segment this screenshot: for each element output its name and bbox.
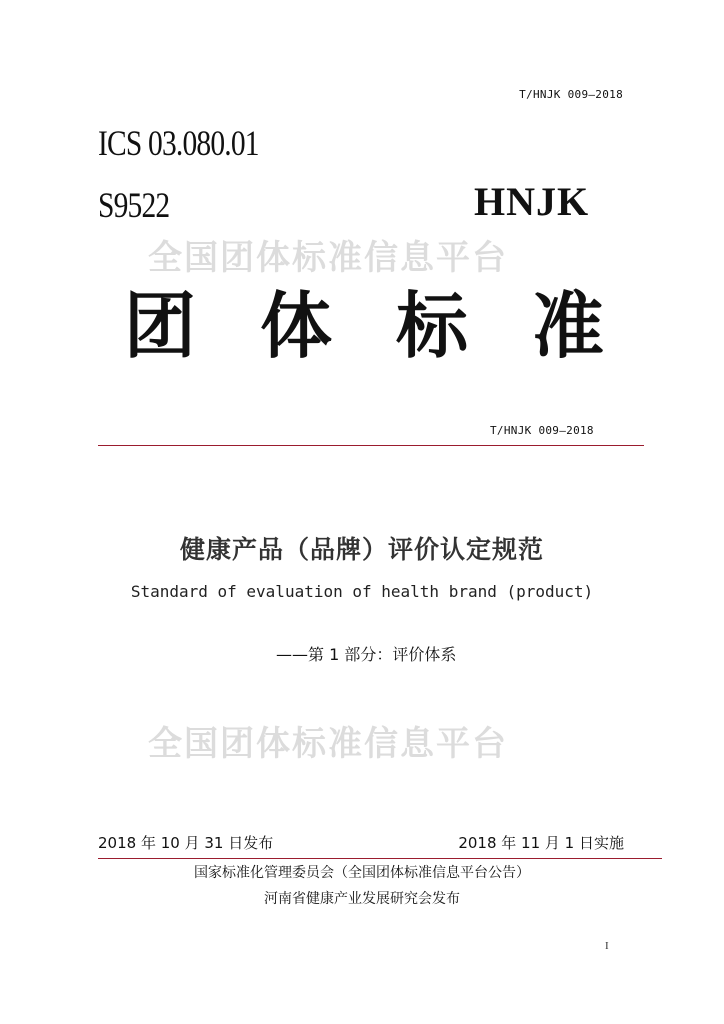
ccs-code: S9522	[98, 185, 170, 225]
divider-bottom	[98, 858, 662, 859]
page-number: I	[605, 940, 609, 952]
top-standard-number: T/HNJK 009—2018	[519, 88, 623, 101]
doc-type-char-3: 标	[395, 284, 468, 368]
document-type-title	[124, 284, 604, 368]
implementation-date: 2018 年 11 月 1 日实施	[458, 834, 624, 852]
divider-top	[98, 445, 644, 446]
organization-logo: HNJK	[474, 179, 590, 224]
ics-code: ICS 03.080.01	[98, 123, 259, 163]
mid-standard-number: T/HNJK 009—2018	[490, 424, 594, 437]
issuer-line-2: 河南省健康产业发展研究会发布	[264, 891, 460, 907]
watermark-top: 全国团体标准信息平台	[148, 238, 508, 278]
title-english: Standard of evaluation of health brand (product)	[130, 582, 594, 601]
part-subtitle: ——第 1 部分：评价体系	[276, 645, 457, 664]
doc-type-char-2: 体	[259, 284, 332, 368]
publish-date: 2018 年 10 月 31 日发布	[98, 834, 274, 852]
watermark-bottom: 全国团体标准信息平台	[148, 724, 508, 764]
title-chinese: 健康产品（品牌）评价认定规范	[179, 535, 544, 564]
issuer-line-1: 国家标准化管理委员会（全国团体标准信息平台公告）	[194, 865, 530, 881]
doc-type-char-1: 团	[124, 284, 197, 368]
doc-type-char-4: 准	[531, 284, 604, 368]
